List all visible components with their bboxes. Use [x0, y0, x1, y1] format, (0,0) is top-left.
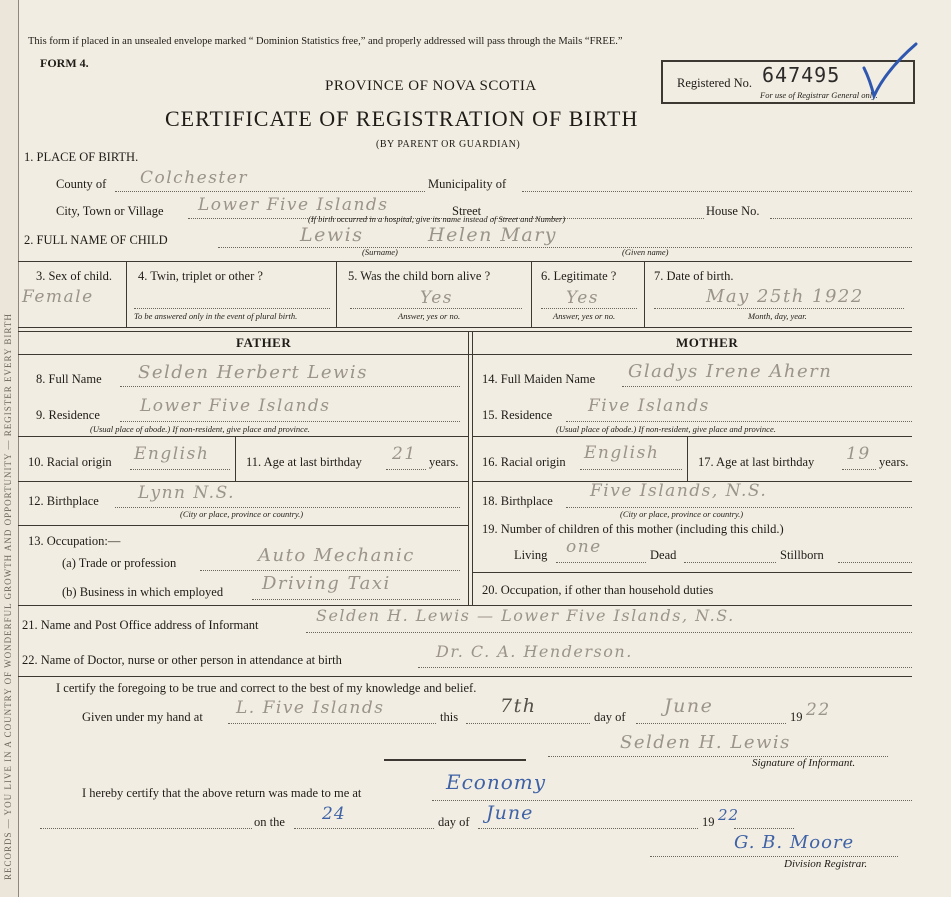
- given-day-value: 7th: [500, 695, 537, 717]
- father-age-value: 21: [392, 444, 417, 464]
- father-occupation-label: 13. Occupation:—: [28, 534, 121, 548]
- date-of-birth-note: Month, day, year.: [748, 311, 807, 321]
- living-value: one: [566, 537, 602, 557]
- registered-number: 647495: [762, 63, 841, 87]
- house-no-label: House No.: [706, 204, 760, 218]
- father-birthplace-note: (City or place, province or country.): [180, 509, 304, 519]
- informant-label: 21. Name and Post Office address of Informant: [22, 618, 259, 632]
- father-name-value: Selden Herbert Lewis: [138, 362, 368, 383]
- registrar-day-value: 24: [322, 804, 346, 824]
- father-residence-label: 9. Residence: [36, 408, 100, 422]
- father-residence-value: Lower Five Islands: [140, 396, 331, 416]
- father-name-label: 8. Full Name: [36, 372, 102, 386]
- father-years-label: years.: [429, 455, 459, 469]
- municipality-label: Municipality of: [428, 177, 507, 191]
- form-number: FORM 4.: [40, 56, 89, 70]
- date-of-birth-label: 7. Date of birth.: [654, 269, 734, 283]
- doctor-value: Dr. C. A. Henderson.: [436, 642, 633, 661]
- sex-value: Female: [22, 287, 94, 307]
- given-year-prefix: 19: [790, 710, 803, 724]
- registrar-on-the-label: on the: [254, 815, 285, 829]
- margin-notice: RECORDS — YOU LIVE IN A COUNTRY OF WONDERFUL GROWTH AND OPPORTUNITY — REGISTER EVERY BIRTH: [3, 313, 13, 880]
- mother-racial-label: 16. Racial origin: [482, 455, 566, 469]
- informant-signature: Selden H. Lewis: [620, 732, 791, 753]
- province-heading: PROVINCE OF NOVA SCOTIA: [325, 78, 537, 94]
- sex-label: 3. Sex of child.: [36, 269, 113, 283]
- father-residence-note: (Usual place of abode.) If non-resident, give place and province.: [90, 424, 310, 434]
- legitimate-label: 6. Legitimate ?: [541, 269, 617, 283]
- registrar-year-value: 22: [718, 806, 740, 824]
- city-value: Lower Five Islands: [198, 195, 389, 215]
- county-value: Colchester: [140, 168, 248, 188]
- registrar-note: For use of Registrar General only.: [760, 90, 878, 100]
- certificate-subtitle: (BY PARENT OR GUARDIAN): [376, 139, 521, 150]
- given-under-hand-label: Given under my hand at: [82, 710, 203, 724]
- registrar-month-value: June: [486, 802, 534, 824]
- mother-heading: MOTHER: [676, 335, 739, 350]
- legitimate-note: Answer, yes or no.: [553, 311, 616, 321]
- informant-value: Selden H. Lewis — Lower Five Islands, N.S.: [316, 606, 735, 625]
- date-of-birth-value: May 25th 1922: [706, 286, 864, 307]
- registrar-year-prefix: 19: [702, 815, 715, 829]
- born-alive-label: 5. Was the child born alive ?: [348, 269, 491, 283]
- child-given-name-value: Helen Mary: [428, 224, 558, 246]
- mother-age-value: 19: [846, 444, 871, 464]
- registrar-signature: G. B. Moore: [734, 832, 855, 853]
- place-of-birth-heading: 1. PLACE OF BIRTH.: [24, 150, 139, 164]
- business-value: Driving Taxi: [262, 573, 391, 594]
- registrar-statement: I hereby certify that the above return was made to me at: [82, 786, 362, 800]
- informant-signature-caption: Signature of Informant.: [752, 757, 856, 769]
- father-age-label: 11. Age at last birthday: [246, 455, 362, 469]
- trade-label: (a) Trade or profession: [62, 556, 177, 570]
- check-mark-icon: [860, 40, 920, 102]
- stillborn-label: Stillborn: [780, 548, 824, 562]
- given-month-value: June: [664, 695, 714, 717]
- father-racial-label: 10. Racial origin: [28, 455, 112, 469]
- living-label: Living: [514, 548, 548, 562]
- postal-notice: This form if placed in an unsealed envelope marked “ Dominion Statistics free,” and properly addressed will pass through the Mails “FREE.”: [28, 36, 623, 47]
- registrar-day-of-label: day of: [438, 815, 470, 829]
- certificate-title: CERTIFICATE OF REGISTRATION OF BIRTH: [165, 106, 639, 131]
- registered-label: Registered No.: [677, 76, 752, 90]
- county-label: County of: [56, 177, 107, 191]
- given-place-value: L. Five Islands: [236, 698, 385, 718]
- dead-label: Dead: [650, 548, 677, 562]
- registrar-place-value: Economy: [446, 770, 547, 794]
- father-birthplace-label: 12. Birthplace: [28, 494, 99, 508]
- mother-residence-label: 15. Residence: [482, 408, 553, 422]
- given-day-of-label: day of: [594, 710, 626, 724]
- children-count-label: 19. Number of children of this mother (including this child.): [482, 522, 784, 536]
- given-name-caption: (Given name): [622, 247, 669, 257]
- mother-name-value: Gladys Irene Ahern: [628, 361, 833, 382]
- doctor-label: 22. Name of Doctor, nurse or other person in attendance at birth: [22, 653, 342, 667]
- mother-residence-value: Five Islands: [588, 396, 710, 416]
- legitimate-value: Yes: [566, 288, 600, 308]
- twin-label: 4. Twin, triplet or other ?: [138, 269, 263, 283]
- father-heading: FATHER: [236, 335, 292, 350]
- mother-years-label: years.: [879, 455, 909, 469]
- child-surname-value: Lewis: [300, 224, 364, 246]
- mother-birthplace-label: 18. Birthplace: [482, 494, 553, 508]
- mother-birthplace-note: (City or place, province or country.): [620, 509, 744, 519]
- mother-name-label: 14. Full Maiden Name: [482, 372, 596, 386]
- mother-racial-value: English: [584, 443, 660, 463]
- business-label: (b) Business in which employed: [62, 585, 224, 599]
- mother-birthplace-value: Five Islands, N.S.: [590, 481, 768, 501]
- city-label: City, Town or Village: [56, 204, 164, 218]
- given-year-value: 22: [806, 700, 831, 720]
- child-name-label: 2. FULL NAME OF CHILD: [24, 233, 168, 247]
- mother-occupation-label: 20. Occupation, if other than household duties: [482, 583, 714, 597]
- born-alive-note: Answer, yes or no.: [398, 311, 461, 321]
- surname-caption: (Surname): [362, 247, 398, 257]
- hospital-note: (If birth occurred in a hospital, give its name instead of Street and Number): [308, 214, 566, 224]
- father-birthplace-value: Lynn N.S.: [138, 483, 236, 503]
- certification-statement: I certify the foregoing to be true and correct to the best of my knowledge and belief.: [56, 681, 477, 695]
- street-label: Street: [452, 204, 482, 218]
- binding-margin: [0, 0, 19, 897]
- registrar-signature-caption: Division Registrar.: [784, 858, 868, 870]
- father-racial-value: English: [134, 444, 210, 464]
- mother-residence-note: (Usual place of abode.) If non-resident, give place and province.: [556, 424, 776, 434]
- mother-age-label: 17. Age at last birthday: [698, 455, 815, 469]
- trade-value: Auto Mechanic: [258, 545, 415, 566]
- twin-note: To be answered only in the event of plural birth.: [134, 311, 298, 321]
- born-alive-value: Yes: [420, 288, 454, 308]
- this-label: this: [440, 710, 459, 724]
